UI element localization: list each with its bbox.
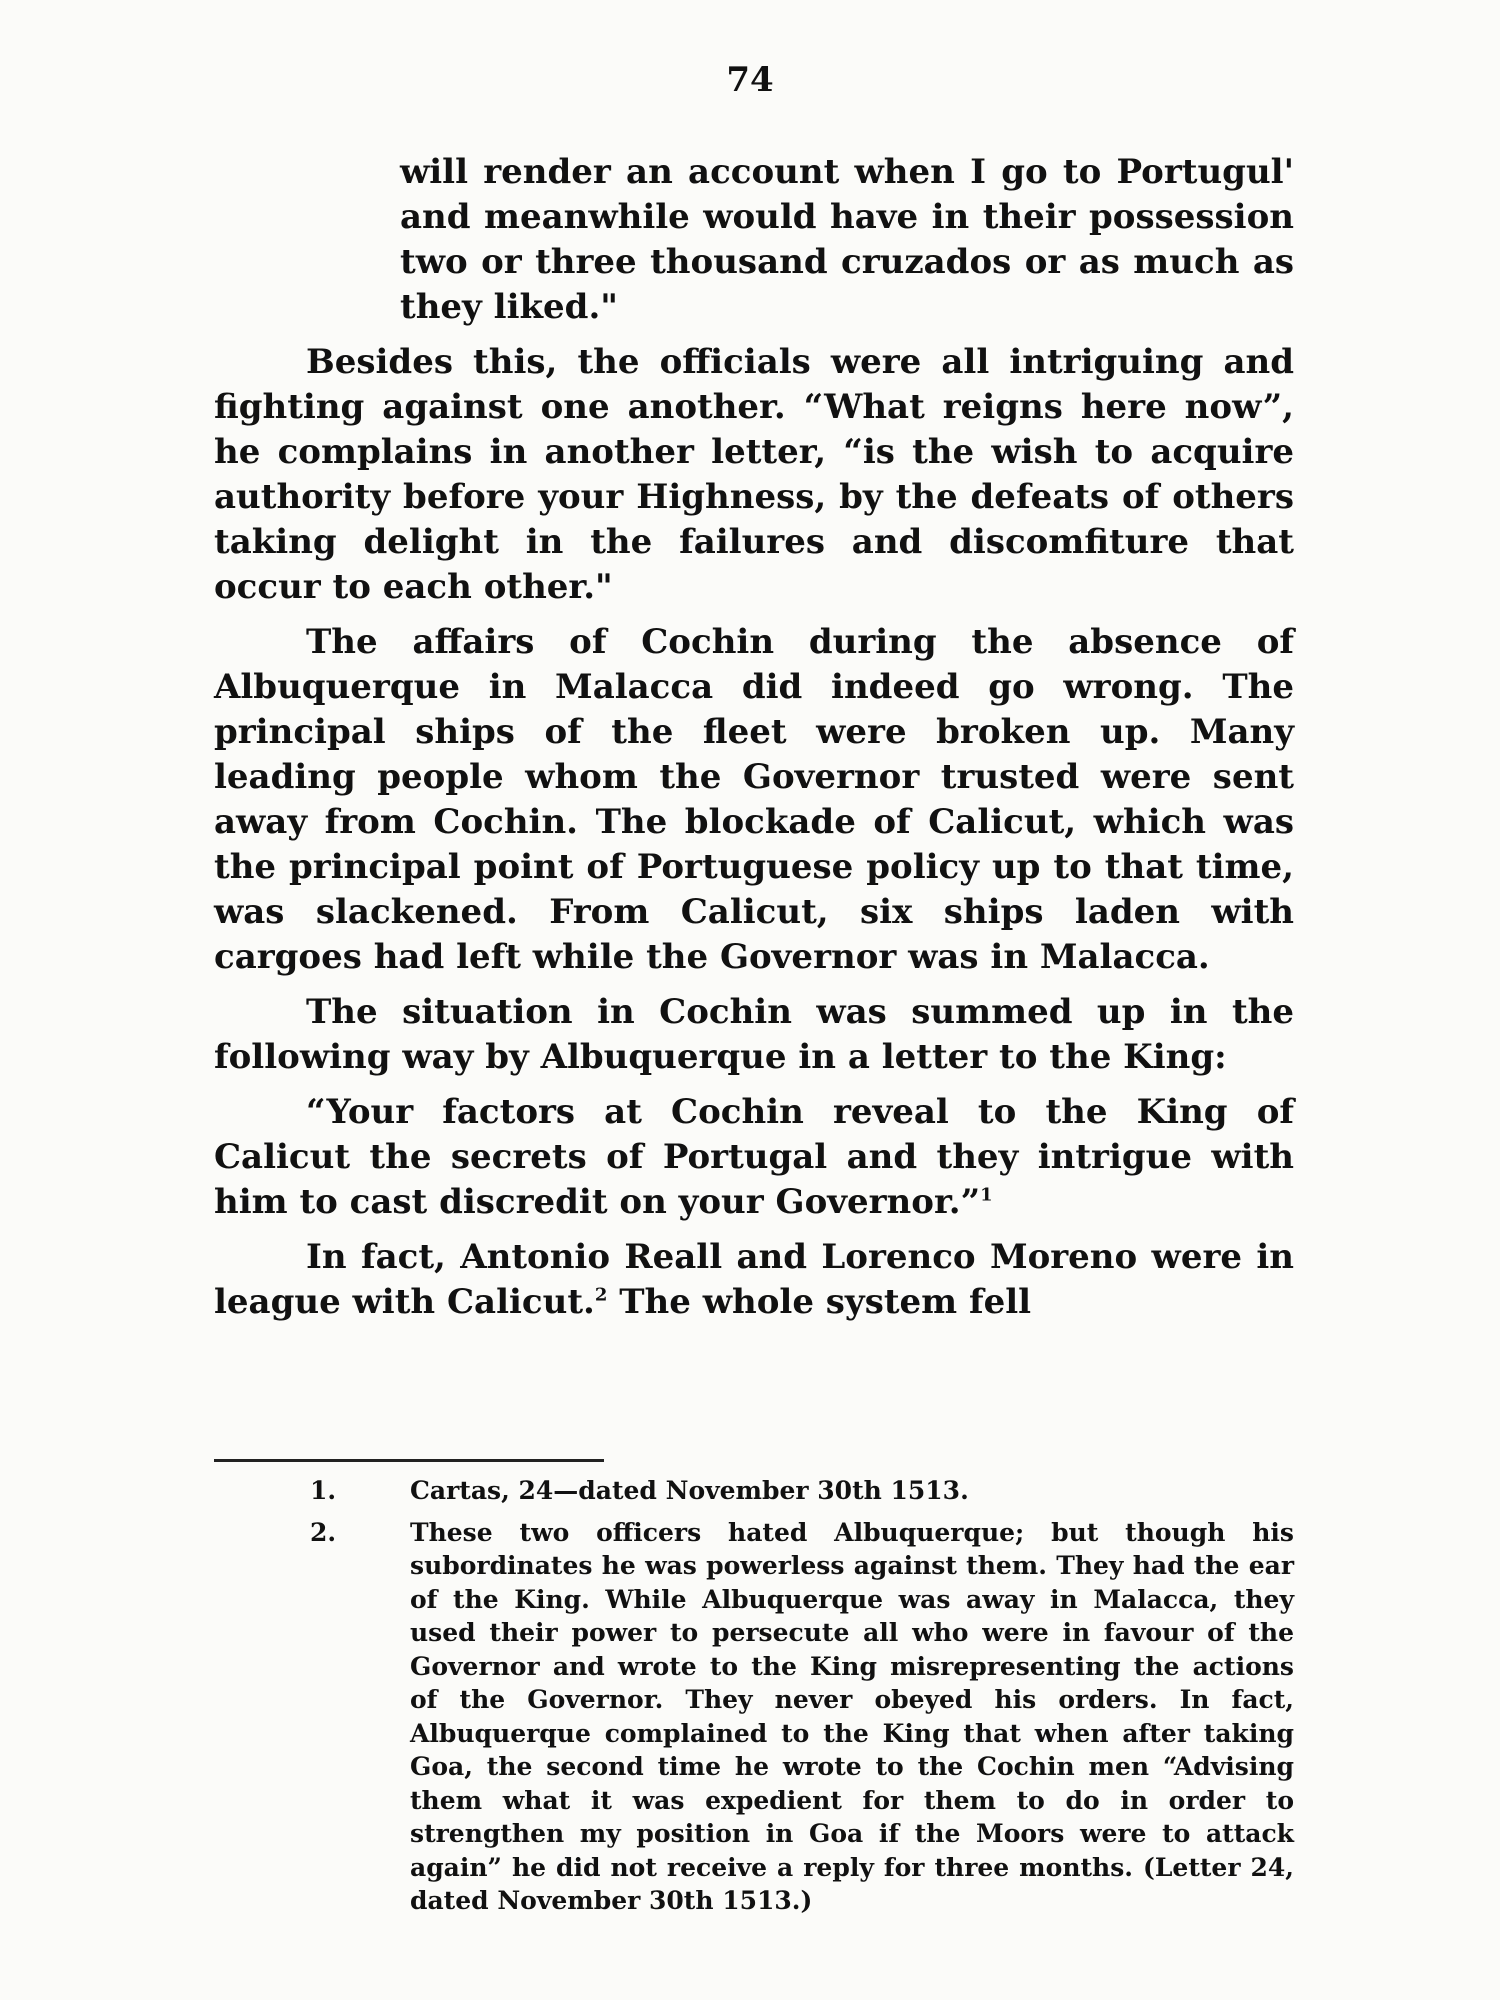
paragraph-affairs-of-cochin: The affairs of Cochin during the absence of Albuquerque in Malacca did indeed go wrong. The principal ships of the fleet were broken up. Many leading people whom the Governor trusted were sent away from Cochin. The blockade of Calicut, which was the principal point of Portuguese policy up to that time, was slackened. From Calicut, six ships laden with cargoes had left while the Governor was in Malacca. [214, 622, 1294, 977]
page-number: 74 [726, 60, 774, 100]
paragraph-situation-in-cochin: The situation in Cochin was summed up in the following way by Albuquerque in a letter to the King: [214, 992, 1294, 1077]
paragraph-quote-continuation: will render an account when I go to Portugul' and meanwhile would have in their possession two or three thousand cruzados or as much as they liked." [400, 152, 1294, 327]
paragraph-in-fact [214, 1235, 1294, 1325]
footnote-ref-1: 1 [980, 1184, 993, 1206]
league-text: In fact, Antonio Reall and Lorenco Moreno were in league with Calicut. [214, 1237, 1294, 1322]
paragraph-factors-quote [214, 1090, 1294, 1225]
footnote-2-text: These two officers hated Albuquerque; but though his subordinates he was powerless against them. They had the ear of the King. While Albuquerque was away in Malacca, they used their power to persecute all who were in favour of the Governor and wrote to the King misrepresenting the actions of the Governor. They never obeyed his orders. In fact, Albuquerque complained to the King that when after taking Goa, the second time he wrote to the Cochin men “Advising them what it was expedient for them to do in order to strengthen my position in Goa if the Moors were to attack again” he did not receive a reply for three months. (Letter 24, dated November 30th 1513.) [410, 1517, 1294, 1915]
footnote-1 [214, 1474, 1294, 1508]
footnote-1-number: 1. [310, 1476, 337, 1505]
body-text [214, 150, 1294, 1335]
paragraph-officials-intriguing: Besides this, the officials were all intriguing and fighting against one another. “What reigns here now”, he complains in another letter, “is the wish to acquire authority before your Highness, by the defeats of others taking delight in the failures and discomfiture that occur to each other." [214, 342, 1294, 607]
quote-text: “Your factors at Cochin reveal to the King of Calicut the secrets of Portugal and they intrigue with him to cast discredit on your Governor.” [214, 1092, 1294, 1222]
footnote-divider [214, 1459, 604, 1462]
footnote-2 [214, 1516, 1294, 1918]
footnote-1-text: Cartas, 24—dated November 30th 1513. [410, 1476, 969, 1505]
footnote-2-number: 2. [310, 1517, 337, 1547]
system-fell-text: The whole system fell [619, 1282, 1032, 1322]
footnotes [214, 1474, 1294, 1926]
footnote-ref-2: 2 [594, 1284, 608, 1306]
